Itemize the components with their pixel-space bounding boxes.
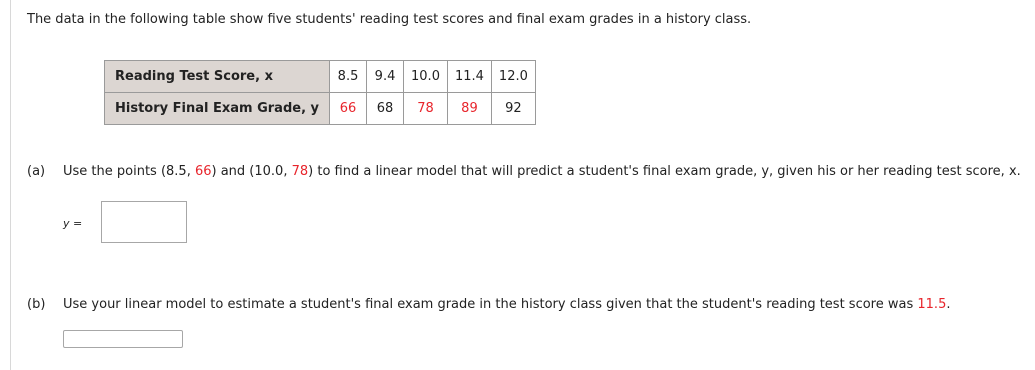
table-cell: 92 xyxy=(491,93,535,125)
part-b-text: Use your linear model to estimate a student's final exam grade in the history class given that the student's reading test score was xyxy=(63,297,918,312)
part-a-question xyxy=(27,164,1021,180)
table-cell: 10.0 xyxy=(404,61,448,93)
table-cell-highlighted: 89 xyxy=(447,93,491,125)
table-cell: 11.4 xyxy=(447,61,491,93)
table-cell: 68 xyxy=(367,93,404,125)
part-a-text: ) and (10.0, xyxy=(211,164,292,179)
part-a-text: ) to find a linear model that will predict a student's final exam grade, y, given his or her reading test score, x. xyxy=(308,164,1021,179)
left-divider xyxy=(10,0,11,370)
answer-b-input[interactable] xyxy=(63,330,183,348)
row-header-reading-score: Reading Test Score, x xyxy=(105,61,330,93)
row-header-exam-grade: History Final Exam Grade, y xyxy=(105,93,330,125)
part-b-question xyxy=(27,297,950,313)
table-row xyxy=(105,61,536,93)
table-row xyxy=(105,93,536,125)
part-b-label: (b) xyxy=(27,297,46,312)
table-cell: 9.4 xyxy=(367,61,404,93)
part-a-highlight-value: 66 xyxy=(194,164,212,179)
problem-intro: The data in the following table show five students' reading test scores and final exam grades in a history class. xyxy=(27,12,752,27)
part-b-text: . xyxy=(946,297,951,312)
part-a-text: Use the points (8.5, xyxy=(63,164,195,179)
data-table xyxy=(104,60,536,125)
table-cell-highlighted: 66 xyxy=(330,93,367,125)
answer-a-label: y = xyxy=(63,217,83,230)
part-a-label: (a) xyxy=(27,164,46,179)
answer-a-input[interactable] xyxy=(101,201,187,243)
part-b-highlight-value: 11.5 xyxy=(917,297,947,312)
table-cell: 8.5 xyxy=(330,61,367,93)
part-a-highlight-value: 78 xyxy=(291,164,309,179)
table-cell: 12.0 xyxy=(491,61,535,93)
table-cell-highlighted: 78 xyxy=(404,93,448,125)
